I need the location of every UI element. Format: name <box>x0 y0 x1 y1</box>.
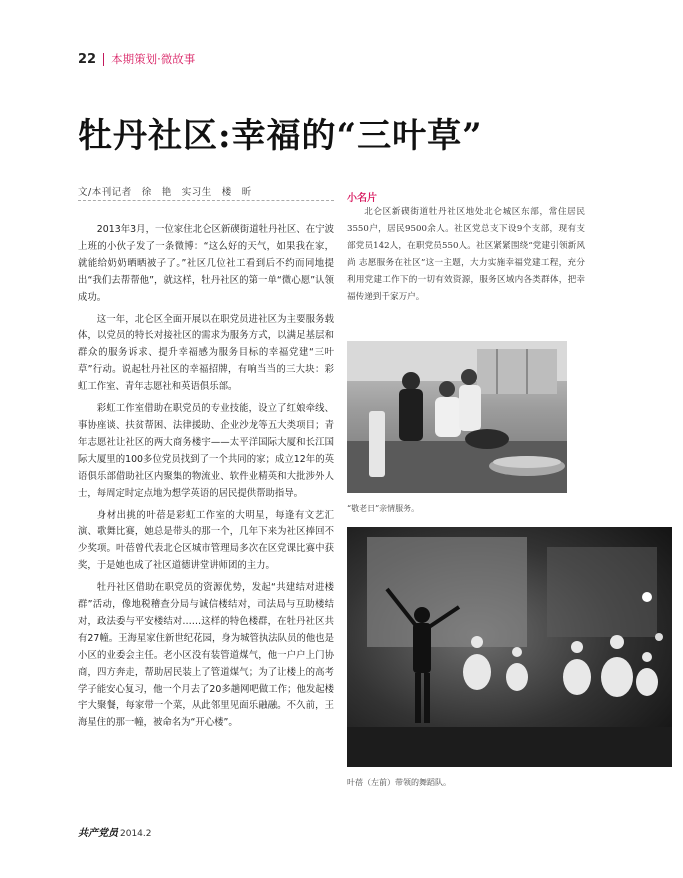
article-paragraph: 彩虹工作室借助在职党员的专业技能，设立了红娘牵线、事协座谈、扶贫帮困、法律援助、企业沙龙等五大类项目；青年志愿社让社区的两大商务楼宇——太平洋国际大厦和长江国际大厦里的100多位党员找到了一个共同的家；成立12年的英语俱乐部借助社区内聚集的物流业、软件业精英和大批涉外人士，每周定时定点地为想学英语的居民提供帮助指导。 <box>78 403 334 499</box>
article-body <box>78 222 334 737</box>
magazine-logo: 共产党员 <box>78 828 118 839</box>
byline: 文/本刊记者 徐 艳 实习生 楼 昕 <box>78 187 252 198</box>
byline-divider <box>78 200 334 201</box>
elderly-service-photo <box>347 341 567 493</box>
article-paragraph: 2013年3月，一位家住北仑区新碶街道牡丹社区、在宁波上班的小伙子发了一条微博：“这么好的天气，如果我在家，就能给奶奶晒晒被子了。”社区几位社工看到后不约而同地提出“我们去帮帮他”，就这样，牡丹社区的第一单“微心愿”认领成功。 <box>78 224 334 303</box>
page-footer <box>78 824 152 839</box>
photo-caption: “敬老日”亲情服务。 <box>347 504 420 513</box>
dance-team-illustration <box>347 527 672 767</box>
article-paragraph: 身材出挑的叶蓓是彩虹工作室的大明星，每逢有文艺汇演、歌舞比赛，她总是带头的那一个，几年下来为社区捧回不少奖项。叶蓓曾代表北仑区城市管理局多次在区党课比赛中获奖，于是她也成了社区道德讲堂讲师团的主力。 <box>78 509 334 572</box>
page-header <box>78 49 195 69</box>
photo-caption: 叶蓓（左前）带领的舞蹈队。 <box>347 778 451 787</box>
sidebar-title: 小名片 <box>347 193 377 204</box>
article-title: 牡丹社区:幸福的“三叶草” <box>78 116 483 156</box>
issue-date: 2014.2 <box>120 829 152 839</box>
sidebar-text: 北仑区新碶街道牡丹社区地处北仑城区东部，常住居民3550户，居民9500余人。社区党总支下设9个支部，现有支部党员142人，在职党员550人。社区紧紧围绕“党建引领新风尚 志愿服务在社区”这一主题，大力实施幸福党建工程，充分利用党建工作下的一切有效资源，服务区域内各类群体，把幸福传递到千家万户。 <box>347 207 585 302</box>
article-paragraph: 牡丹社区借助在职党员的资源优势，发起“共建结对进楼群”活动，像地税稽查分局与诚信楼结对，司法局与互助楼结对，政法委与平安楼结对……这样的特色楼群，在牡丹社区共有27幢。王海星家住新世纪花园，身为城管执法队员的他也是小区的业委会主任。老小区没有装管道煤气，他一户户上门协商，四方奔走，帮助居民装上了管道煤气；为了让楼上的高考学子能安心复习，他一个月去了20多趟网吧做工作；他发起楼宇大聚餐，每家带一个菜，从此邻里见面乐融融。不久前，王海星住的那一幢，被命名为“开心楼”。 <box>78 582 334 729</box>
article-paragraph: 这一年，北仑区全面开展以在职党员进社区为主要服务载体，以党员的特长对接社区的需求为服务方式，以满足基层和群众的服务诉求、提升幸福感为服务目标的幸福党建“三叶草”行动。说起牡丹社区的幸福招牌，有响当当的三大块：彩虹工作室、青年志愿社和英语俱乐部。 <box>78 313 334 393</box>
dance-team-photo <box>347 527 672 767</box>
header-divider <box>103 53 104 66</box>
section-name: 本期策划·微故事 <box>111 52 196 66</box>
page-number: 22 <box>78 51 97 67</box>
elderly-service-illustration <box>347 341 567 493</box>
